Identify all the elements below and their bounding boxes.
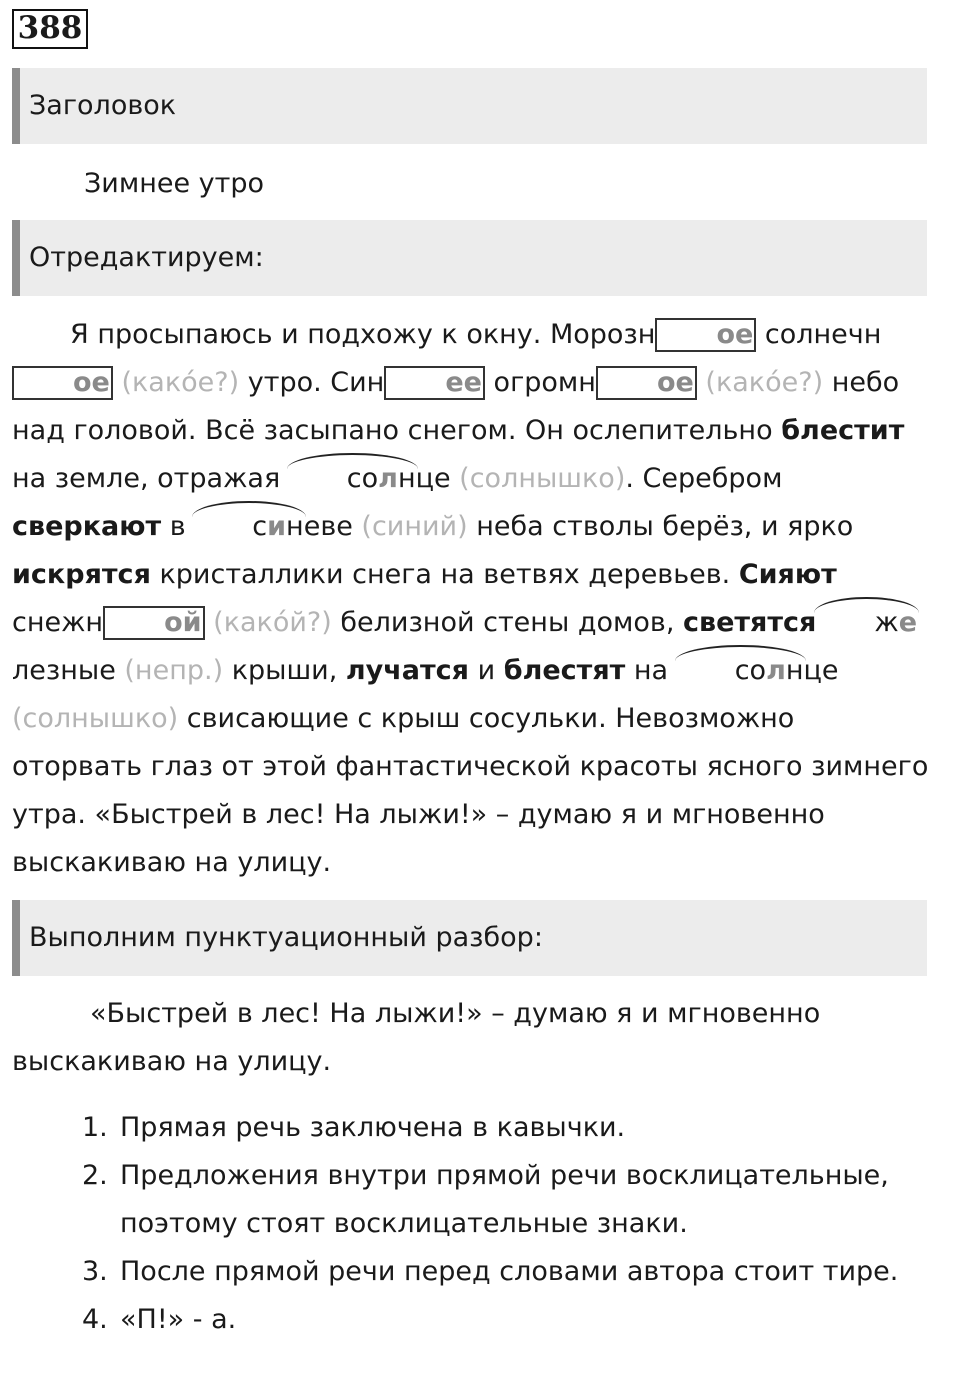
item-text: «П!» - а. <box>120 1304 237 1335</box>
question-hint: (како́е?) <box>705 367 824 398</box>
root-part: ж <box>874 607 899 638</box>
root-arc <box>289 455 416 503</box>
text-run: свисающие с крыш сосульки. Невозможно оторвать глаз от этой фантастической красоты ясного зимнего утра. «Быстрей в лес! На лыжи!» – думаю я и мгновенно выскакиваю на улицу. <box>12 703 929 878</box>
text-run: це <box>415 463 460 494</box>
item-number: 4. <box>82 1304 108 1335</box>
analysis-list <box>12 1104 942 1344</box>
list-item <box>12 1152 942 1248</box>
root-arc <box>194 503 303 551</box>
text-run: на земле, отражая <box>12 463 289 494</box>
list-item <box>12 1296 942 1344</box>
root-arc <box>677 647 804 695</box>
root-letter: е <box>898 607 918 638</box>
root-letter: л <box>766 655 786 686</box>
punctuation-sentence <box>12 990 932 1086</box>
ending-box: ое <box>596 366 697 400</box>
root-part: н <box>785 655 804 686</box>
item-number: 1. <box>82 1112 108 1143</box>
question-hint: (како́е?) <box>121 367 240 398</box>
exercise-number: 388 <box>12 9 88 49</box>
text-run: Я просыпаюсь и подхожу к окну. Морозн <box>70 319 656 350</box>
item-number: 2. <box>82 1160 108 1191</box>
check-word: (солнышко) <box>459 463 626 494</box>
question-hint: (како́й?) <box>213 607 332 638</box>
text-run: и <box>469 655 504 686</box>
root-letter: л <box>378 463 398 494</box>
root-arc <box>816 599 917 647</box>
text-run: снежн <box>12 607 104 638</box>
text-run: еве <box>303 511 362 542</box>
text-run: небо над головой. Всё засыпано снегом. Он ослепительно <box>12 367 900 446</box>
verb-bold: лучатся <box>345 655 469 686</box>
text-run: лезные <box>12 655 125 686</box>
item-text: После прямой речи перед словами автора стоит тире. <box>120 1256 899 1287</box>
ending-box: ой <box>103 606 204 640</box>
text-run: це <box>803 655 839 686</box>
verb-bold: блестят <box>503 655 626 686</box>
text-run: в <box>161 511 195 542</box>
check-word: (синий) <box>361 511 468 542</box>
text-run: на <box>625 655 677 686</box>
verb-bold: светятся <box>683 607 817 638</box>
sentence-text: «Быстрей в лес! На лыжи!» – думаю я и мгновенно выскакиваю на улицу. <box>12 998 821 1077</box>
text-run: белизной стены домов, <box>331 607 683 638</box>
root-part: н <box>286 511 304 542</box>
verb-bold: блестит <box>781 415 905 446</box>
section-heading-title: Заголовок <box>12 68 927 144</box>
ending-box: ое <box>12 366 113 400</box>
ending-box: ое <box>655 318 756 352</box>
section-heading-punctuation: Выполним пунктуационный разбор: <box>12 900 927 976</box>
text-run: огромн <box>484 367 596 398</box>
text-run: . Серебром <box>625 463 783 494</box>
item-text: Предложения внутри прямой речи восклицательные, поэтому стоят восклицательные знаки. <box>120 1160 889 1239</box>
section-heading-edit: Отредактируем: <box>12 220 927 296</box>
verb-bold: искрятся <box>12 559 151 590</box>
text-run: утро. Син <box>239 367 385 398</box>
list-item <box>12 1248 942 1296</box>
root-part: н <box>397 463 416 494</box>
text-run: солнечн <box>756 319 882 350</box>
root-part: со <box>346 463 379 494</box>
text-title: Зимнее утро <box>84 168 265 199</box>
text-run: крыши, <box>223 655 346 686</box>
root-part: со <box>734 655 767 686</box>
text-run: кристаллики снега на ветвях деревьев. <box>150 559 739 590</box>
root-letter: и <box>267 511 287 542</box>
item-text: Прямая речь заключена в кавычки. <box>120 1112 626 1143</box>
item-number: 3. <box>82 1256 108 1287</box>
list-item <box>12 1104 942 1152</box>
verb-bold: сверкают <box>12 511 162 542</box>
check-word: (непр.) <box>124 655 224 686</box>
verb-bold: Сияют <box>738 559 837 590</box>
root-part: с <box>252 511 268 542</box>
check-word: (солнышко) <box>12 703 179 734</box>
edited-text <box>12 311 932 887</box>
ending-box: ее <box>384 366 485 400</box>
text-run: неба стволы берёз, и ярко <box>467 511 854 542</box>
